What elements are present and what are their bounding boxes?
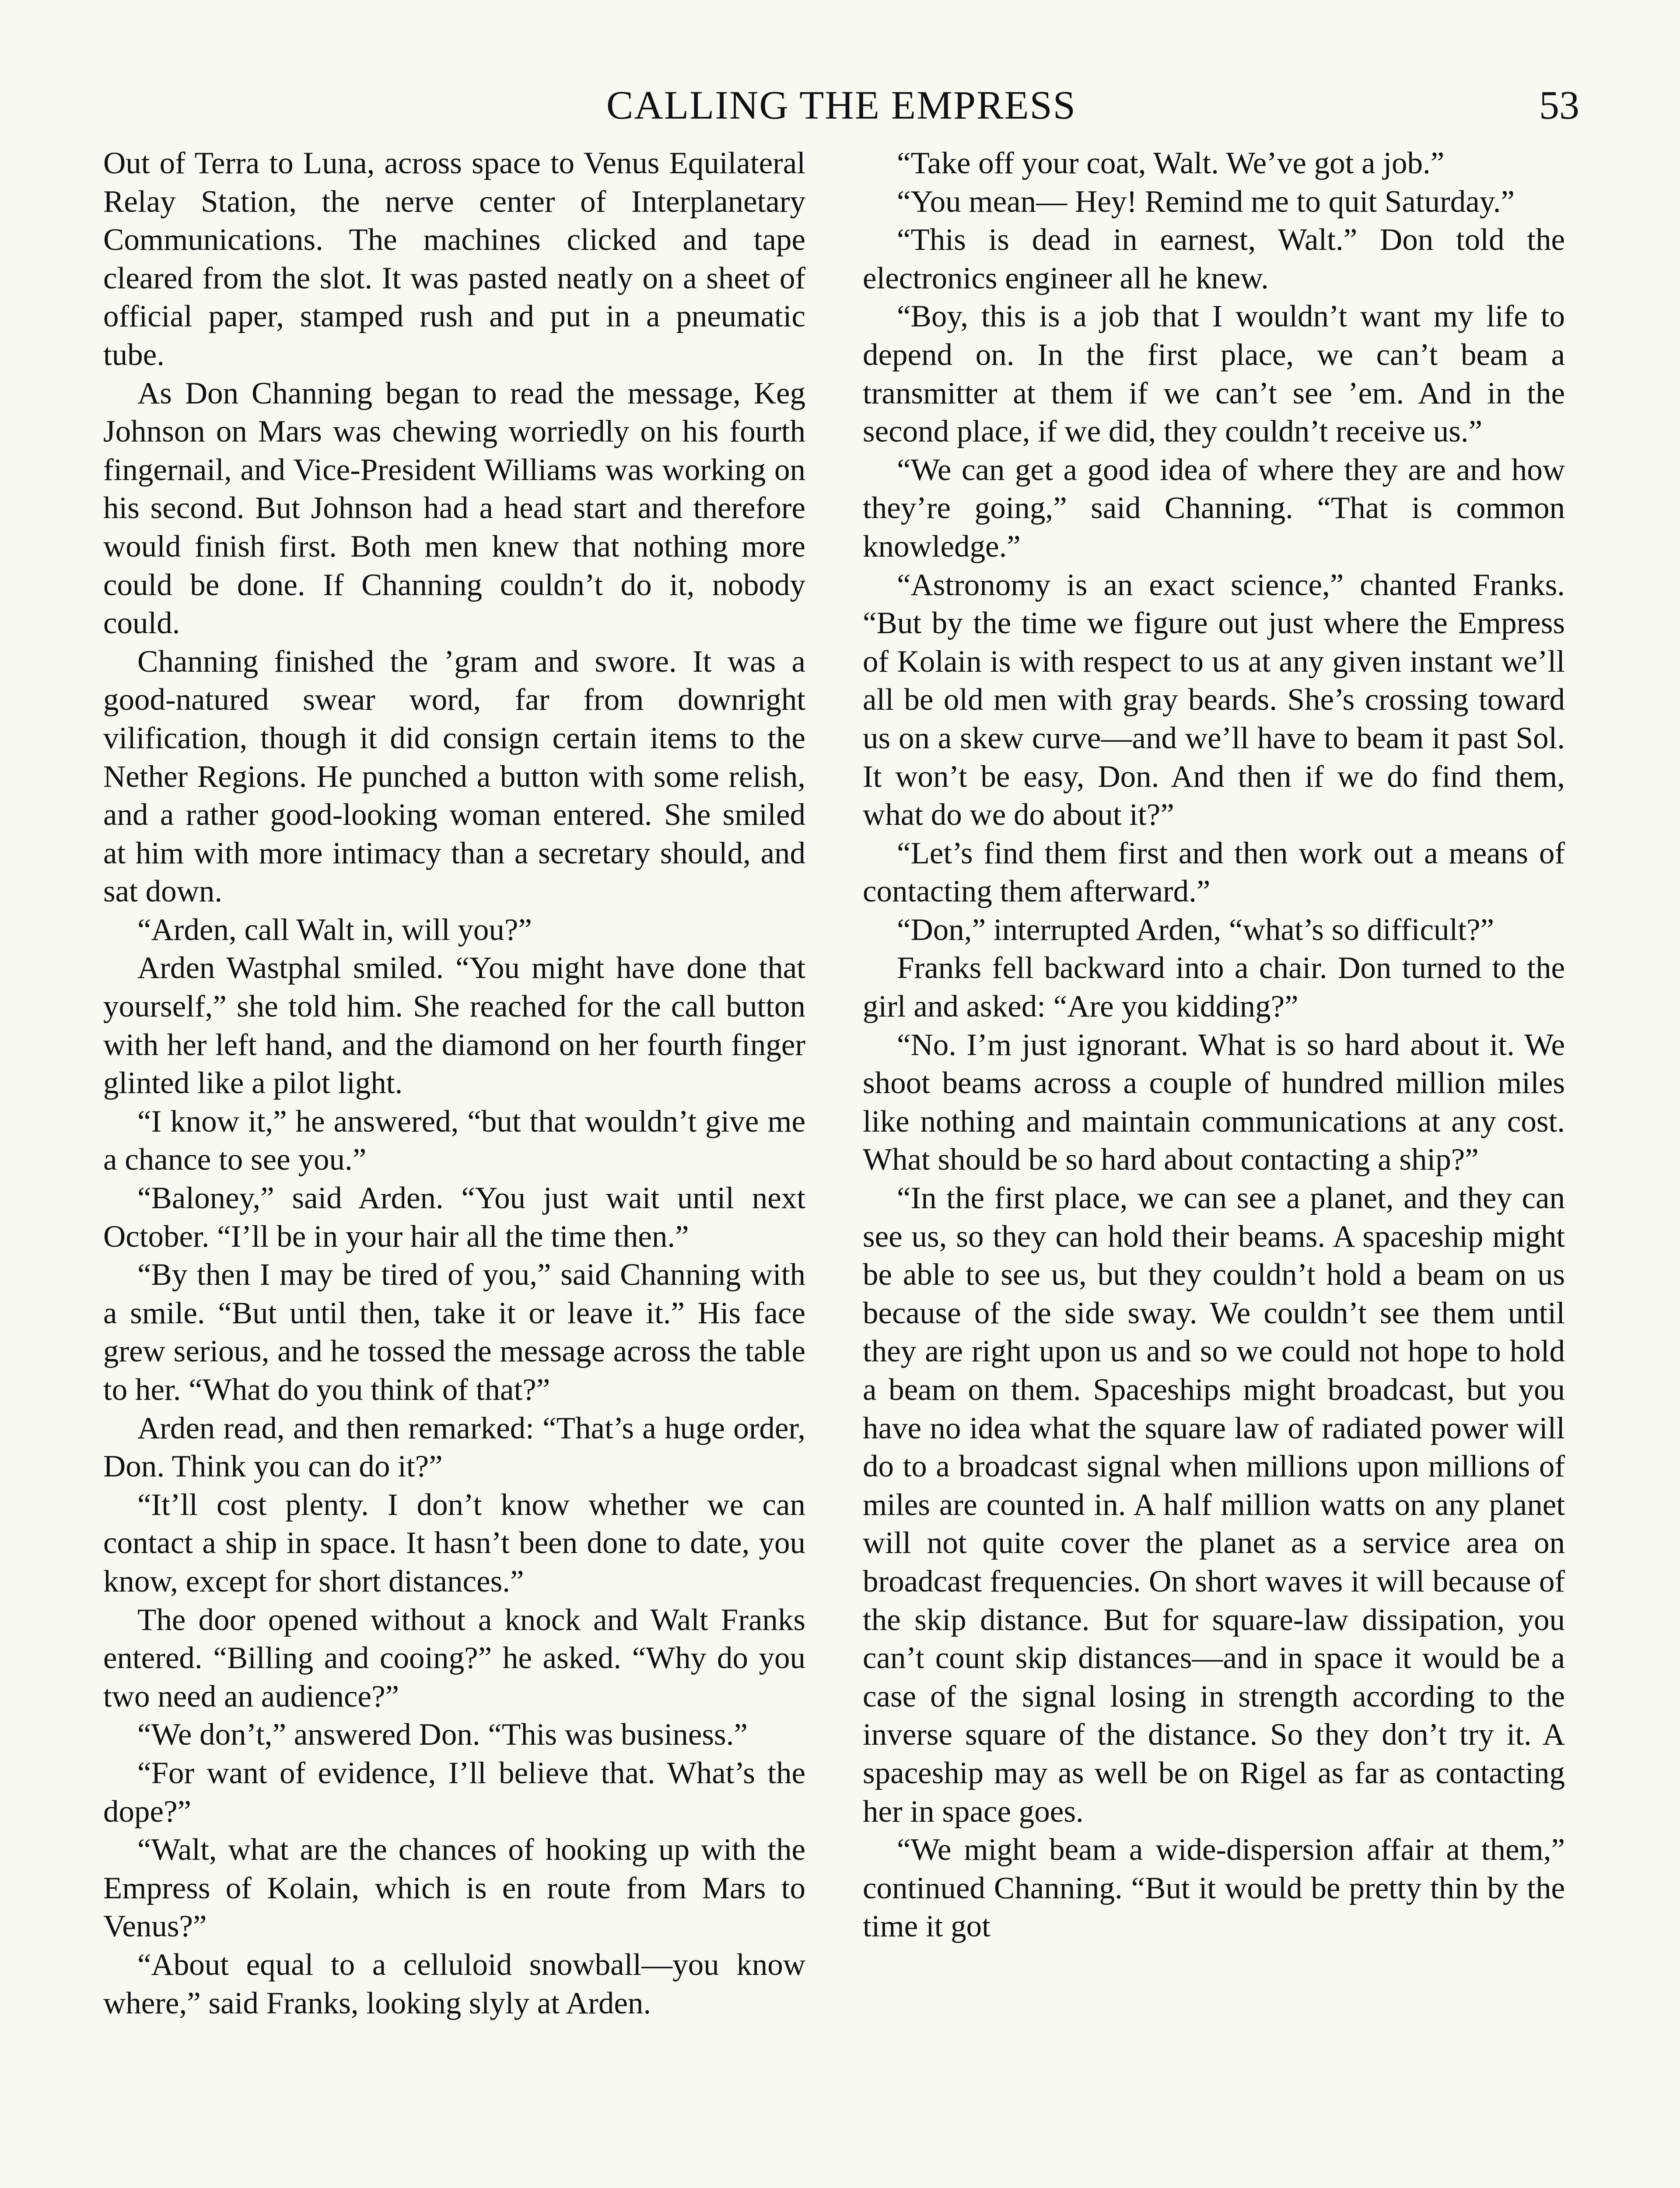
paragraph: “Let’s find them first and then work out a means of contacting them afterward.” (863, 836, 1565, 909)
paragraph: “It’ll cost plenty. I don’t know whether we can contact a ship in space. It hasn’t been done to date, you know, except for short distances.” (103, 1487, 805, 1599)
paragraph: “You mean— Hey! Remind me to quit Saturday.” (897, 184, 1515, 219)
paragraph: As Don Channing began to read the message, Keg Johnson on Mars was chewing worriedly on his fourth fingernail, and Vice-President Williams was working on his second. But Johnson had a head start and therefore would finish first. Both men knew that nothing more could be done. If Channing couldn’t do it, nobody could. (103, 376, 805, 641)
paragraph: “Don,” interrupted Arden, “what’s so difficult?” (897, 912, 1494, 947)
paragraph: Out of Terra to Luna, across space to Venus Equilateral Relay Station, the nerve center of Interplanetary Communications. The machines clicked and tape cleared from the slot. It was pasted neatly on a sheet of official paper, stamped rush and put in a pneumatic tube. (103, 146, 805, 372)
paragraph: Channing finished the ’gram and swore. It was a good-natured swear word, far from downright vilification, though it did consign certain items to the Nether Regions. He punched a button with some relish, and a rather good-looking woman entered. She smiled at him with more intimacy than a secretary should, and sat down. (103, 644, 805, 909)
left-text-column (103, 144, 805, 2023)
paragraph: “No. I’m just ignorant. What is so hard about it. We shoot beams across a couple of hundred million miles like nothing and maintain communications at any cost. What should be so hard about contacting a ship?” (863, 1027, 1565, 1177)
paragraph: “We might beam a wide-dispersion affair at them,” continued Channing. “But it would be pretty thin by the time it got (863, 1833, 1565, 1944)
paragraph: Arden read, and then remarked: “That’s a huge order, Don. Think you can do it?” (103, 1411, 805, 1484)
right-text-column (863, 144, 1565, 1946)
paragraph: “Arden, call Walt in, will you?” (137, 912, 532, 947)
paragraph: Franks fell backward into a chair. Don turned to the girl and asked: “Are you kidding?” (863, 951, 1565, 1024)
paragraph: Arden Wastphal smiled. “You might have done that yourself,” she told him. She reached for the call button with her left hand, and the diamond on her fourth finger glinted like a pilot light. (103, 951, 805, 1101)
paragraph: “For want of evidence, I’ll believe that. What’s the dope?” (103, 1756, 805, 1829)
paragraph: “Astronomy is an exact science,” chanted Franks. “But by the time we figure out just where the Empress of Kolain is with respect to us at any given instant we’ll all be old men with gray beards. She’s crossing toward us on a skew curve—and we’ll have to beam it past Sol. It won’t be easy, Don. And then if we do find them, what do we do about it?” (863, 568, 1565, 832)
paragraph: “I know it,” he answered, “but that wouldn’t give me a chance to see you.” (103, 1104, 805, 1177)
paragraph: “This is dead in earnest, Walt.” Don told the electronics engineer all he knew. (863, 223, 1565, 295)
paragraph: “We don’t,” answered Don. “This was business.” (137, 1718, 748, 1752)
paragraph: “We can get a good idea of where they are and how they’re going,” said Channing. “That is common knowledge.” (863, 452, 1565, 564)
paragraph: “Walt, what are the chances of hooking up with the Empress of Kolain, which is en route from Mars to Venus?” (103, 1833, 805, 1944)
paragraph: “Boy, this is a job that I wouldn’t want my life to depend on. In the first place, we can’t beam a transmitter at them if we can’t see ’em. And in the second place, if we did, they couldn’t receive us.” (863, 299, 1565, 449)
paragraph: “Baloney,” said Arden. “You just wait until next October. “I’ll be in your hair all the time then.” (103, 1181, 805, 1254)
paragraph: “Take off your coat, Walt. We’ve got a job.” (897, 146, 1445, 180)
page-number: 53 (1539, 83, 1579, 127)
paragraph: The door opened without a knock and Walt Franks entered. “Billing and cooing?” he asked. “Why do you two need an audience?” (103, 1602, 805, 1714)
paragraph: “In the first place, we can see a planet, and they can see us, so they can hold their beams. A spaceship might be able to see us, but they couldn’t hold a beam on us because of the side sway. We couldn’t see them until they are right upon us and so we could not hope to hold a beam on them. Spaceships might broadcast, but you have no idea what the square law of radiated power will do to a broadcast signal when millions upon millions of miles are counted in. A half million watts on any planet will not quite cover the planet as a service area on broadcast frequencies. On short waves it will because of the skip distance. But for square-law dissipation, you can’t count skip distances—and in space it would be a case of the signal losing in strength according to the inverse square of the distance. So they don’t try it. A spaceship may as well be on Rigel as far as contacting her in space goes. (863, 1181, 1565, 1829)
page-header (103, 79, 1579, 131)
paragraph: “About equal to a celluloid snowball—you know where,” said Franks, looking slyly at Arden. (103, 1947, 805, 2020)
paragraph: “By then I may be tired of you,” said Channing with a smile. “But until then, take it or leave it.” His face grew serious, and he tossed the message across the table to her. “What do you think of that?” (103, 1258, 805, 1407)
running-title: CALLING THE EMPRESS (606, 83, 1076, 127)
